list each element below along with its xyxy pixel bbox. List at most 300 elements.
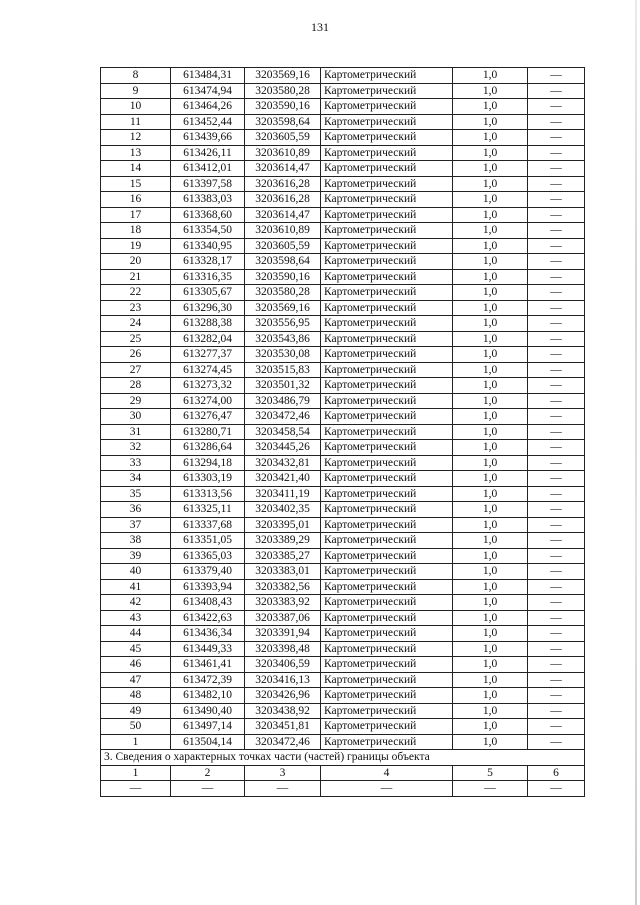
x-coordinate-cell: 613393,94 xyxy=(171,579,245,595)
point-number-cell: 43 xyxy=(101,610,171,626)
accuracy-cell: 1,0 xyxy=(453,393,528,409)
x-coordinate-cell: 613452,44 xyxy=(171,114,245,130)
x-coordinate-cell: 613303,19 xyxy=(171,471,245,487)
method-cell: Картометрический xyxy=(321,378,453,394)
x-coordinate-cell: 613286,64 xyxy=(171,440,245,456)
y-coordinate-cell: 3203580,28 xyxy=(245,285,321,301)
accuracy-cell: 1,0 xyxy=(453,719,528,735)
description-cell: — xyxy=(528,362,585,378)
x-coordinate-cell: 613397,58 xyxy=(171,176,245,192)
point-number-cell: 31 xyxy=(101,424,171,440)
point-number-cell: 26 xyxy=(101,347,171,363)
table-row xyxy=(101,99,585,115)
x-coordinate-cell: 613337,68 xyxy=(171,517,245,533)
point-number-cell: 19 xyxy=(101,238,171,254)
table-row xyxy=(101,548,585,564)
description-cell: — xyxy=(528,641,585,657)
method-cell: Картометрический xyxy=(321,703,453,719)
y-coordinate-cell: 3203406,59 xyxy=(245,657,321,673)
description-cell: — xyxy=(528,192,585,208)
accuracy-cell: 1,0 xyxy=(453,626,528,642)
point-number-cell: 48 xyxy=(101,688,171,704)
point-number-cell: 45 xyxy=(101,641,171,657)
method-cell: Картометрический xyxy=(321,564,453,580)
x-coordinate-cell: 613504,14 xyxy=(171,734,245,750)
accuracy-cell: 1,0 xyxy=(453,486,528,502)
table-row xyxy=(101,130,585,146)
accuracy-cell: 1,0 xyxy=(453,114,528,130)
y-coordinate-cell: 3203515,83 xyxy=(245,362,321,378)
empty-cell: — xyxy=(453,781,528,797)
point-number-cell: 47 xyxy=(101,672,171,688)
method-cell: Картометрический xyxy=(321,579,453,595)
description-cell: — xyxy=(528,579,585,595)
x-coordinate-cell: 613408,43 xyxy=(171,595,245,611)
method-cell: Картометрический xyxy=(321,99,453,115)
boundary-points-table xyxy=(100,67,585,797)
description-cell: — xyxy=(528,440,585,456)
method-cell: Картометрический xyxy=(321,626,453,642)
section-3-empty-row xyxy=(101,781,585,797)
x-coordinate-cell: 613472,39 xyxy=(171,672,245,688)
accuracy-cell: 1,0 xyxy=(453,641,528,657)
table-row xyxy=(101,734,585,750)
description-cell: — xyxy=(528,300,585,316)
method-cell: Картометрический xyxy=(321,83,453,99)
y-coordinate-cell: 3203472,46 xyxy=(245,734,321,750)
method-cell: Картометрический xyxy=(321,130,453,146)
table-row xyxy=(101,688,585,704)
x-coordinate-cell: 613313,56 xyxy=(171,486,245,502)
accuracy-cell: 1,0 xyxy=(453,564,528,580)
table-row xyxy=(101,626,585,642)
point-number-cell: 36 xyxy=(101,502,171,518)
accuracy-cell: 1,0 xyxy=(453,471,528,487)
table-row xyxy=(101,719,585,735)
table-row xyxy=(101,393,585,409)
method-cell: Картометрический xyxy=(321,316,453,332)
description-cell: — xyxy=(528,672,585,688)
table-row xyxy=(101,254,585,270)
column-number-6: 6 xyxy=(528,765,585,781)
accuracy-cell: 1,0 xyxy=(453,579,528,595)
point-number-cell: 49 xyxy=(101,703,171,719)
table-row xyxy=(101,409,585,425)
method-cell: Картометрический xyxy=(321,424,453,440)
x-coordinate-cell: 613277,37 xyxy=(171,347,245,363)
table-body xyxy=(101,68,585,750)
point-number-cell: 10 xyxy=(101,99,171,115)
table-row xyxy=(101,533,585,549)
description-cell: — xyxy=(528,130,585,146)
table-row xyxy=(101,641,585,657)
x-coordinate-cell: 613484,31 xyxy=(171,68,245,84)
x-coordinate-cell: 613379,40 xyxy=(171,564,245,580)
method-cell: Картометрический xyxy=(321,595,453,611)
description-cell: — xyxy=(528,285,585,301)
method-cell: Картометрический xyxy=(321,672,453,688)
method-cell: Картометрический xyxy=(321,517,453,533)
accuracy-cell: 1,0 xyxy=(453,610,528,626)
description-cell: — xyxy=(528,657,585,673)
x-coordinate-cell: 613288,38 xyxy=(171,316,245,332)
method-cell: Картометрический xyxy=(321,192,453,208)
table-row xyxy=(101,285,585,301)
point-number-cell: 46 xyxy=(101,657,171,673)
y-coordinate-cell: 3203580,28 xyxy=(245,83,321,99)
method-cell: Картометрический xyxy=(321,440,453,456)
point-number-cell: 34 xyxy=(101,471,171,487)
table-row xyxy=(101,440,585,456)
table-row xyxy=(101,83,585,99)
table-row xyxy=(101,471,585,487)
point-number-cell: 18 xyxy=(101,223,171,239)
x-coordinate-cell: 613276,47 xyxy=(171,409,245,425)
y-coordinate-cell: 3203411,19 xyxy=(245,486,321,502)
point-number-cell: 38 xyxy=(101,533,171,549)
point-number-cell: 30 xyxy=(101,409,171,425)
section-3-title-row xyxy=(101,750,585,766)
y-coordinate-cell: 3203451,81 xyxy=(245,719,321,735)
method-cell: Картометрический xyxy=(321,657,453,673)
y-coordinate-cell: 3203472,46 xyxy=(245,409,321,425)
accuracy-cell: 1,0 xyxy=(453,99,528,115)
table-row xyxy=(101,455,585,471)
table-row xyxy=(101,68,585,84)
table-row xyxy=(101,486,585,502)
point-number-cell: 40 xyxy=(101,564,171,580)
accuracy-cell: 1,0 xyxy=(453,517,528,533)
description-cell: — xyxy=(528,145,585,161)
x-coordinate-cell: 613296,30 xyxy=(171,300,245,316)
y-coordinate-cell: 3203614,47 xyxy=(245,161,321,177)
point-number-cell: 50 xyxy=(101,719,171,735)
method-cell: Картометрический xyxy=(321,254,453,270)
y-coordinate-cell: 3203610,89 xyxy=(245,145,321,161)
description-cell: — xyxy=(528,502,585,518)
column-number-3: 3 xyxy=(245,765,321,781)
method-cell: Картометрический xyxy=(321,300,453,316)
y-coordinate-cell: 3203610,89 xyxy=(245,223,321,239)
empty-cell: — xyxy=(101,781,171,797)
table-row xyxy=(101,161,585,177)
description-cell: — xyxy=(528,533,585,549)
table-row xyxy=(101,300,585,316)
x-coordinate-cell: 613412,01 xyxy=(171,161,245,177)
table-row xyxy=(101,378,585,394)
table-row xyxy=(101,362,585,378)
method-cell: Картометрический xyxy=(321,269,453,285)
table-row xyxy=(101,502,585,518)
x-coordinate-cell: 613422,63 xyxy=(171,610,245,626)
accuracy-cell: 1,0 xyxy=(453,238,528,254)
y-coordinate-cell: 3203426,96 xyxy=(245,688,321,704)
accuracy-cell: 1,0 xyxy=(453,502,528,518)
description-cell: — xyxy=(528,564,585,580)
y-coordinate-cell: 3203590,16 xyxy=(245,99,321,115)
accuracy-cell: 1,0 xyxy=(453,347,528,363)
accuracy-cell: 1,0 xyxy=(453,657,528,673)
method-cell: Картометрический xyxy=(321,393,453,409)
description-cell: — xyxy=(528,548,585,564)
description-cell: — xyxy=(528,626,585,642)
description-cell: — xyxy=(528,347,585,363)
y-coordinate-cell: 3203616,28 xyxy=(245,176,321,192)
method-cell: Картометрический xyxy=(321,533,453,549)
point-number-cell: 16 xyxy=(101,192,171,208)
y-coordinate-cell: 3203389,29 xyxy=(245,533,321,549)
description-cell: — xyxy=(528,378,585,394)
method-cell: Картометрический xyxy=(321,641,453,657)
table-row xyxy=(101,223,585,239)
point-number-cell: 13 xyxy=(101,145,171,161)
x-coordinate-cell: 613328,17 xyxy=(171,254,245,270)
y-coordinate-cell: 3203614,47 xyxy=(245,207,321,223)
method-cell: Картометрический xyxy=(321,362,453,378)
description-cell: — xyxy=(528,734,585,750)
accuracy-cell: 1,0 xyxy=(453,83,528,99)
table-row xyxy=(101,145,585,161)
description-cell: — xyxy=(528,595,585,611)
section-3-header-row xyxy=(101,765,585,781)
method-cell: Картометрический xyxy=(321,145,453,161)
y-coordinate-cell: 3203501,32 xyxy=(245,378,321,394)
description-cell: — xyxy=(528,269,585,285)
accuracy-cell: 1,0 xyxy=(453,192,528,208)
y-coordinate-cell: 3203605,59 xyxy=(245,130,321,146)
x-coordinate-cell: 613426,11 xyxy=(171,145,245,161)
accuracy-cell: 1,0 xyxy=(453,207,528,223)
scan-edge-shadow xyxy=(635,0,637,905)
y-coordinate-cell: 3203569,16 xyxy=(245,68,321,84)
method-cell: Картометрический xyxy=(321,409,453,425)
accuracy-cell: 1,0 xyxy=(453,734,528,750)
x-coordinate-cell: 613316,35 xyxy=(171,269,245,285)
method-cell: Картометрический xyxy=(321,688,453,704)
empty-cell: — xyxy=(245,781,321,797)
accuracy-cell: 1,0 xyxy=(453,254,528,270)
description-cell: — xyxy=(528,114,585,130)
table-row xyxy=(101,238,585,254)
y-coordinate-cell: 3203382,56 xyxy=(245,579,321,595)
y-coordinate-cell: 3203543,86 xyxy=(245,331,321,347)
table-row xyxy=(101,517,585,533)
x-coordinate-cell: 613274,45 xyxy=(171,362,245,378)
x-coordinate-cell: 613461,41 xyxy=(171,657,245,673)
table-row xyxy=(101,347,585,363)
accuracy-cell: 1,0 xyxy=(453,595,528,611)
section-3-title: 3. Сведения о характерных точках части (частей) границы объекта xyxy=(101,750,585,766)
description-cell: — xyxy=(528,83,585,99)
table-row xyxy=(101,176,585,192)
description-cell: — xyxy=(528,238,585,254)
x-coordinate-cell: 613294,18 xyxy=(171,455,245,471)
description-cell: — xyxy=(528,393,585,409)
y-coordinate-cell: 3203421,40 xyxy=(245,471,321,487)
accuracy-cell: 1,0 xyxy=(453,223,528,239)
table-row xyxy=(101,207,585,223)
method-cell: Картометрический xyxy=(321,734,453,750)
y-coordinate-cell: 3203530,08 xyxy=(245,347,321,363)
y-coordinate-cell: 3203383,92 xyxy=(245,595,321,611)
description-cell: — xyxy=(528,316,585,332)
x-coordinate-cell: 613490,40 xyxy=(171,703,245,719)
y-coordinate-cell: 3203391,94 xyxy=(245,626,321,642)
point-number-cell: 1 xyxy=(101,734,171,750)
table-row xyxy=(101,595,585,611)
y-coordinate-cell: 3203387,06 xyxy=(245,610,321,626)
y-coordinate-cell: 3203556,95 xyxy=(245,316,321,332)
method-cell: Картометрический xyxy=(321,610,453,626)
x-coordinate-cell: 613282,04 xyxy=(171,331,245,347)
accuracy-cell: 1,0 xyxy=(453,285,528,301)
empty-cell: — xyxy=(321,781,453,797)
accuracy-cell: 1,0 xyxy=(453,703,528,719)
method-cell: Картометрический xyxy=(321,486,453,502)
section-3 xyxy=(101,750,585,797)
accuracy-cell: 1,0 xyxy=(453,455,528,471)
point-number-cell: 35 xyxy=(101,486,171,502)
point-number-cell: 22 xyxy=(101,285,171,301)
point-number-cell: 39 xyxy=(101,548,171,564)
accuracy-cell: 1,0 xyxy=(453,130,528,146)
y-coordinate-cell: 3203458,54 xyxy=(245,424,321,440)
point-number-cell: 14 xyxy=(101,161,171,177)
y-coordinate-cell: 3203395,01 xyxy=(245,517,321,533)
point-number-cell: 15 xyxy=(101,176,171,192)
description-cell: — xyxy=(528,161,585,177)
accuracy-cell: 1,0 xyxy=(453,161,528,177)
x-coordinate-cell: 613383,03 xyxy=(171,192,245,208)
point-number-cell: 12 xyxy=(101,130,171,146)
method-cell: Картометрический xyxy=(321,331,453,347)
y-coordinate-cell: 3203605,59 xyxy=(245,238,321,254)
method-cell: Картометрический xyxy=(321,176,453,192)
y-coordinate-cell: 3203432,81 xyxy=(245,455,321,471)
description-cell: — xyxy=(528,703,585,719)
description-cell: — xyxy=(528,424,585,440)
point-number-cell: 27 xyxy=(101,362,171,378)
accuracy-cell: 1,0 xyxy=(453,269,528,285)
method-cell: Картометрический xyxy=(321,223,453,239)
column-number-4: 4 xyxy=(321,765,453,781)
method-cell: Картометрический xyxy=(321,455,453,471)
table-row xyxy=(101,579,585,595)
x-coordinate-cell: 613474,94 xyxy=(171,83,245,99)
column-number-1: 1 xyxy=(101,765,171,781)
x-coordinate-cell: 613439,66 xyxy=(171,130,245,146)
description-cell: — xyxy=(528,517,585,533)
method-cell: Картометрический xyxy=(321,548,453,564)
description-cell: — xyxy=(528,688,585,704)
x-coordinate-cell: 613305,67 xyxy=(171,285,245,301)
point-number-cell: 41 xyxy=(101,579,171,595)
y-coordinate-cell: 3203590,16 xyxy=(245,269,321,285)
accuracy-cell: 1,0 xyxy=(453,362,528,378)
y-coordinate-cell: 3203385,27 xyxy=(245,548,321,564)
table-row xyxy=(101,610,585,626)
table-row xyxy=(101,672,585,688)
accuracy-cell: 1,0 xyxy=(453,300,528,316)
description-cell: — xyxy=(528,223,585,239)
point-number-cell: 24 xyxy=(101,316,171,332)
x-coordinate-cell: 613449,33 xyxy=(171,641,245,657)
table-row xyxy=(101,657,585,673)
empty-cell: — xyxy=(528,781,585,797)
x-coordinate-cell: 613482,10 xyxy=(171,688,245,704)
accuracy-cell: 1,0 xyxy=(453,331,528,347)
column-number-5: 5 xyxy=(453,765,528,781)
y-coordinate-cell: 3203398,48 xyxy=(245,641,321,657)
table-row xyxy=(101,114,585,130)
point-number-cell: 11 xyxy=(101,114,171,130)
y-coordinate-cell: 3203402,35 xyxy=(245,502,321,518)
x-coordinate-cell: 613273,32 xyxy=(171,378,245,394)
point-number-cell: 23 xyxy=(101,300,171,316)
y-coordinate-cell: 3203383,01 xyxy=(245,564,321,580)
accuracy-cell: 1,0 xyxy=(453,688,528,704)
x-coordinate-cell: 613436,34 xyxy=(171,626,245,642)
accuracy-cell: 1,0 xyxy=(453,176,528,192)
y-coordinate-cell: 3203416,13 xyxy=(245,672,321,688)
empty-cell: — xyxy=(171,781,245,797)
x-coordinate-cell: 613368,60 xyxy=(171,207,245,223)
table-row xyxy=(101,703,585,719)
point-number-cell: 9 xyxy=(101,83,171,99)
method-cell: Картометрический xyxy=(321,207,453,223)
method-cell: Картометрический xyxy=(321,114,453,130)
method-cell: Картометрический xyxy=(321,471,453,487)
point-number-cell: 44 xyxy=(101,626,171,642)
x-coordinate-cell: 613354,50 xyxy=(171,223,245,239)
description-cell: — xyxy=(528,254,585,270)
description-cell: — xyxy=(528,68,585,84)
accuracy-cell: 1,0 xyxy=(453,409,528,425)
page-number: 131 xyxy=(311,20,329,34)
accuracy-cell: 1,0 xyxy=(453,424,528,440)
point-number-cell: 29 xyxy=(101,393,171,409)
y-coordinate-cell: 3203445,26 xyxy=(245,440,321,456)
x-coordinate-cell: 613280,71 xyxy=(171,424,245,440)
point-number-cell: 33 xyxy=(101,455,171,471)
method-cell: Картометрический xyxy=(321,161,453,177)
x-coordinate-cell: 613340,95 xyxy=(171,238,245,254)
x-coordinate-cell: 613274,00 xyxy=(171,393,245,409)
point-number-cell: 32 xyxy=(101,440,171,456)
x-coordinate-cell: 613351,05 xyxy=(171,533,245,549)
method-cell: Картометрический xyxy=(321,719,453,735)
x-coordinate-cell: 613497,14 xyxy=(171,719,245,735)
table-row xyxy=(101,331,585,347)
y-coordinate-cell: 3203598,64 xyxy=(245,254,321,270)
accuracy-cell: 1,0 xyxy=(453,548,528,564)
method-cell: Картометрический xyxy=(321,238,453,254)
description-cell: — xyxy=(528,719,585,735)
column-number-2: 2 xyxy=(171,765,245,781)
y-coordinate-cell: 3203486,79 xyxy=(245,393,321,409)
accuracy-cell: 1,0 xyxy=(453,145,528,161)
table-row xyxy=(101,269,585,285)
description-cell: — xyxy=(528,207,585,223)
point-number-cell: 20 xyxy=(101,254,171,270)
table-row xyxy=(101,192,585,208)
accuracy-cell: 1,0 xyxy=(453,533,528,549)
accuracy-cell: 1,0 xyxy=(453,378,528,394)
description-cell: — xyxy=(528,409,585,425)
description-cell: — xyxy=(528,486,585,502)
y-coordinate-cell: 3203438,92 xyxy=(245,703,321,719)
point-number-cell: 37 xyxy=(101,517,171,533)
